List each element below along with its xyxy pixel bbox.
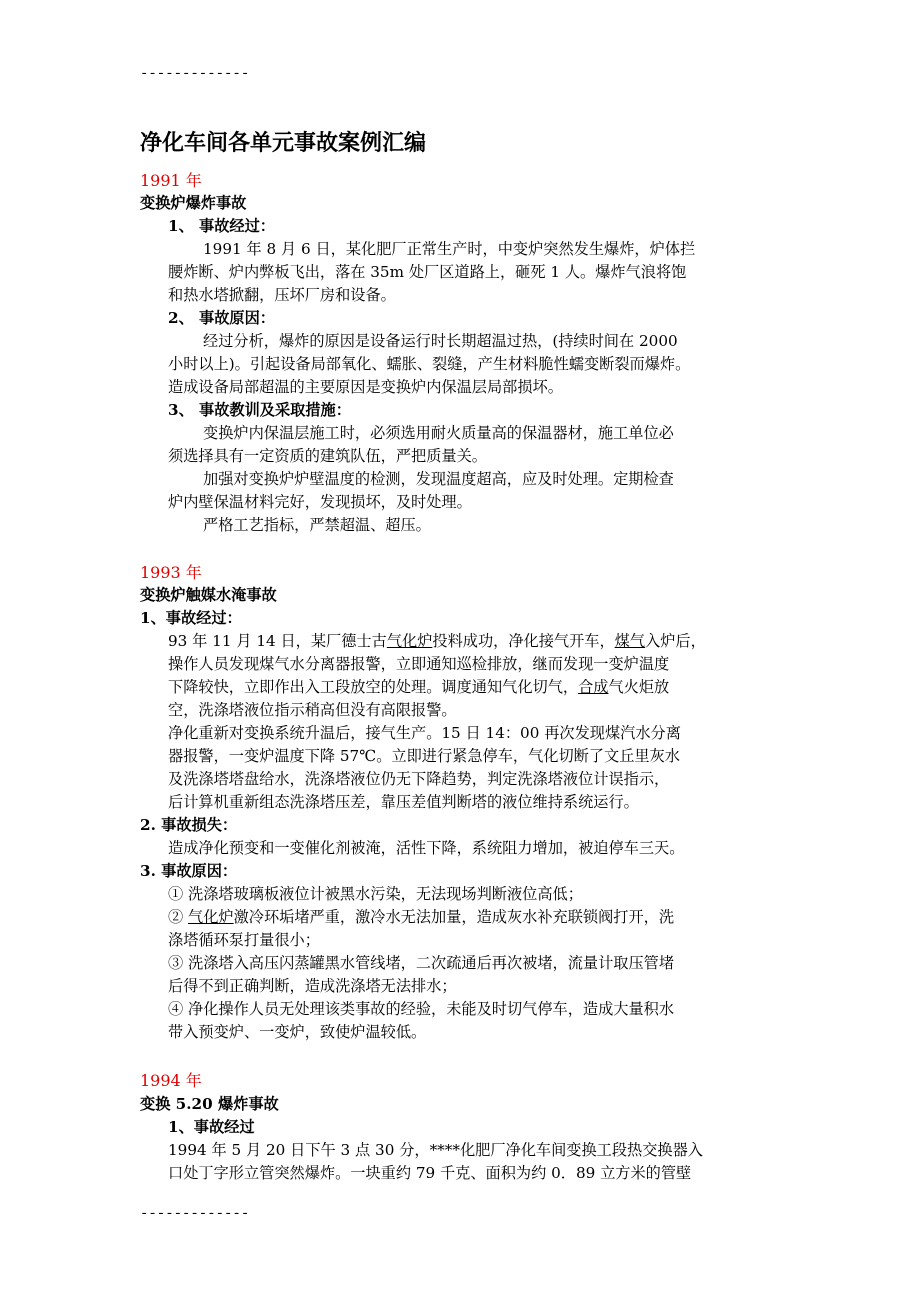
section-heading: 变换炉触媒水淹事故	[140, 586, 277, 604]
year-1994: 1994 年	[140, 1071, 202, 1090]
paragraph-line: 造成设备局部超温的主要原因是变换炉内保温层局部损坏。	[168, 378, 563, 396]
cause-item: ④ 净化操作人员无处理该类事故的经验，未能及时切气停车，造成大量积水	[168, 1000, 675, 1018]
cause-item: 涤塔循环泵打量很小；	[168, 931, 320, 949]
subheading: 2. 事故损失：	[140, 816, 238, 834]
paragraph-line: 口处丁字形立管突然爆炸。一块重约 79 千克、面积为约 0．89 立方米的管壁	[168, 1164, 692, 1182]
paragraph-line: 小时以上)。引起设备局部氧化、蠕胀、裂缝，产生材料脆性蠕变断裂而爆炸。	[168, 355, 691, 373]
paragraph-line: 造成净化预变和一变催化剂被淹，活性下降，系统阻力增加，被迫停车三天。	[168, 839, 685, 857]
year-1993: 1993 年	[140, 563, 202, 582]
cause-item: ③ 洗涤塔入高压闪蒸罐黑水管线堵，二次疏通后再次被堵，流量计取压管堵	[168, 954, 675, 972]
paragraph-line: 和热水塔掀翻，压坏厂房和设备。	[168, 286, 396, 304]
paragraph-line: 操作人员发现煤气水分离器报警，立即通知巡检排放，继而发现一变炉温度	[168, 655, 670, 673]
section-heading: 变换炉爆炸事故	[140, 194, 247, 212]
paragraph-line: 净化重新对变换系统升温后，接气生产。15 日 14：00 再次发现煤汽水分离	[168, 724, 681, 742]
subheading: 1、事故经过	[168, 1118, 255, 1136]
paragraph-line: 93 年 11 月 14 日，某厂德士古气化炉投料成功，净化接气开车，煤气入炉后，	[168, 632, 706, 650]
paragraph-line: 1994 年 5 月 20 日下午 3 点 30 分，****化肥厂净化车间变换工段热交换器入	[168, 1141, 703, 1159]
year-1991: 1991 年	[140, 171, 202, 190]
subheading: 3. 事故原因：	[140, 862, 238, 880]
subheading: 1、事故经过：	[140, 609, 242, 627]
paragraph-line: 须选择具有一定资质的建筑队伍，严把质量关。	[168, 447, 487, 465]
paragraph-line: 经过分析，爆炸的原因是设备运行时长期超温过热，(持续时间在 2000	[203, 332, 678, 350]
paragraph-line: 后计算机重新组态洗涤塔压差，靠压差值判断塔的液位维持系统运行。	[168, 793, 639, 811]
bottom-separator: -------------	[140, 1206, 250, 1222]
cause-item: 带入预变炉、一变炉，致使炉温较低。	[168, 1023, 427, 1041]
cause-item: ① 洗涤塔玻璃板液位计被黑水污染，无法现场判断液位高低；	[168, 885, 583, 903]
paragraph-line: 加强对变换炉炉壁温度的检测，发现温度超高，应及时处理。定期检查	[203, 470, 674, 488]
paragraph-line: 空，洗涤塔液位指示稍高但没有高限报警。	[168, 701, 457, 719]
cause-item: ② 气化炉激冷环垢堵严重，激冷水无法加量，造成灰水补充联锁阀打开，洗	[168, 908, 675, 926]
top-separator: -------------	[140, 66, 250, 82]
paragraph-line: 及洗涤塔塔盘给水，洗涤塔液位仍无下降趋势，判定洗涤塔液位计误指示，	[168, 770, 670, 788]
paragraph-line: 炉内壁保温材料完好，发现损坏，及时处理。	[168, 493, 472, 511]
section-heading: 变换 5.20 爆炸事故	[140, 1095, 279, 1113]
paragraph-line: 下降较快，立即作出入工段放空的处理。调度通知气化切气，合成气火炬放	[168, 678, 670, 696]
subheading: 1、 事故经过：	[168, 217, 275, 235]
subheading: 3、 事故教训及采取措施：	[168, 401, 351, 419]
paragraph-line: 器报警，一变炉温度下降 57℃。立即进行紧急停车，气化切断了文丘里灰水	[168, 747, 680, 765]
paragraph-line: 1991 年 8 月 6 日，某化肥厂正常生产时，中变炉突然发生爆炸，炉体拦	[203, 240, 696, 258]
paragraph-line: 严格工艺指标，严禁超温、超压。	[203, 516, 431, 534]
subheading: 2、 事故原因：	[168, 309, 275, 327]
cause-item: 后得不到正确判断，造成洗涤塔无法排水；	[168, 977, 457, 995]
paragraph-line: 腰炸断、炉内弊板飞出，落在 35m 处厂区道路上，砸死 1 人。爆炸气浪将饱	[168, 263, 687, 281]
paragraph-line: 变换炉内保温层施工时，必须选用耐火质量高的保温器材，施工单位必	[203, 424, 674, 442]
page-title: 净化车间各单元事故案例汇编	[140, 130, 427, 156]
